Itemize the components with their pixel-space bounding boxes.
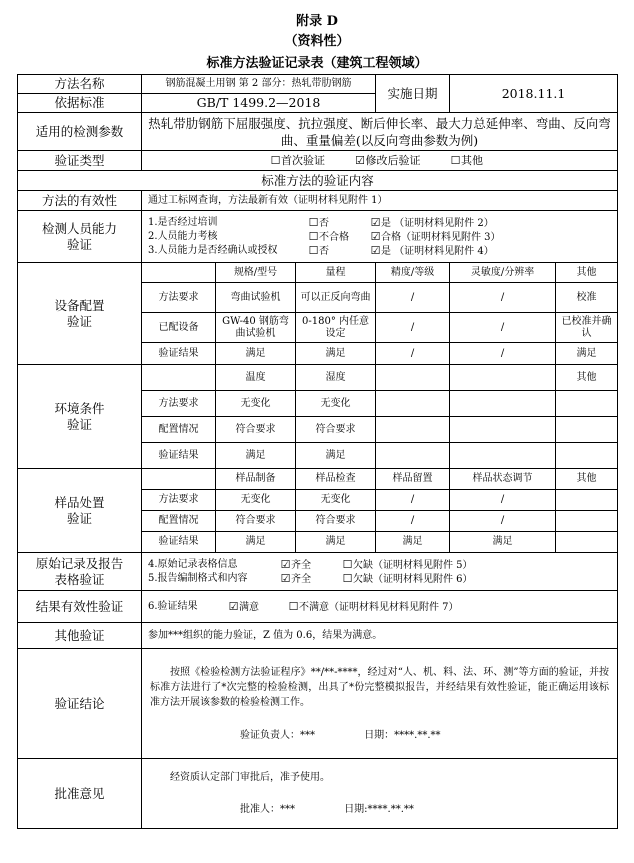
environment-header: 湿度 [296, 365, 376, 391]
content-section-title: 标准方法的验证内容 [18, 171, 618, 191]
approval-person: 批准人：*** [240, 803, 295, 815]
equipment-label: 设备配置 验证 [18, 263, 142, 365]
environment-cell: 符合要求 [296, 417, 376, 443]
personnel-option-yes[interactable]: ☑是 （证明材料见附件 4） [370, 243, 494, 257]
verify-type-options [142, 151, 618, 171]
checkbox-icon: ☐ [308, 229, 319, 243]
personnel-checks [142, 211, 618, 263]
checkbox-checked-icon: ☑ [370, 243, 381, 257]
environment-row-name: 配置情况 [142, 417, 216, 443]
sample-row-name: 配置情况 [142, 511, 216, 532]
equipment-cell: 满足 [556, 343, 618, 365]
environment-header [450, 365, 556, 391]
environment-header: 温度 [216, 365, 296, 391]
approval-signature [150, 804, 609, 816]
equipment-row-name: 方法要求 [142, 283, 216, 313]
personnel-row-1: 1.是否经过培训 ☐否 ☑是 （证明材料见附件 2） [148, 216, 614, 230]
result-option-satisfied[interactable]: ☑满意 [228, 599, 259, 613]
checkbox-icon: ☐ [308, 243, 319, 257]
checkbox-checked-icon: ☑ [280, 557, 291, 571]
sample-cell: 满足 [296, 532, 376, 553]
equipment-header: 其他 [556, 263, 618, 283]
personnel-row-2: 2.人员能力考核 ☐不合格 ☑合格（证明材料见附件 3） [148, 230, 614, 244]
conclusion-date: 日期：****.**.** [364, 730, 441, 741]
sample-cell [556, 490, 618, 511]
environment-cell: 无变化 [296, 391, 376, 417]
validity-value: 通过工标网查询，方法最新有效（证明材料见附件 1） [142, 191, 618, 211]
conclusion-label: 验证结论 [18, 649, 142, 759]
checkbox-checked-icon: ☑ [228, 599, 239, 613]
checkbox-checked-icon[interactable]: ☑ [355, 153, 365, 167]
approval-body [142, 759, 618, 829]
equipment-header: 灵敏度/分辨率 [450, 263, 556, 283]
equipment-cell: / [376, 313, 450, 343]
conclusion-text: 按照《检验检测方法验证程序》**/**-****，经过对“人、机、料、法、环、测”等方面的验证，并按标准方法进行了*次完整的检验检测，出具了*份完整模拟报告，并经结果有效性验证，能正确运用该标准方法开展该参数的检验检测工作。 [150, 667, 610, 708]
sample-cell: / [376, 490, 450, 511]
form-title: 标准方法验证记录表（建筑工程领域） [206, 56, 428, 71]
equipment-cell: 满足 [296, 343, 376, 365]
sample-label: 样品处置 验证 [18, 469, 142, 553]
environment-cell [376, 443, 450, 469]
sample-header: 样品检查 [296, 469, 376, 490]
environment-row-name: 验证结果 [142, 443, 216, 469]
sample-header: 其他 [556, 469, 618, 490]
result-validity-label: 结果有效性验证 [18, 591, 142, 623]
sample-header-blank [142, 469, 216, 490]
basis-value: GB/T 1499.2—2018 [142, 94, 376, 113]
personnel-option-pass[interactable]: ☑合格（证明材料见附件 3） [370, 229, 501, 243]
conclusion-person: 验证负责人：*** [240, 730, 315, 741]
verify-type-label: 验证类型 [18, 151, 142, 171]
sample-cell: / [376, 511, 450, 532]
records-option-complete[interactable]: ☑齐全 [280, 571, 311, 585]
sample-cell: 无变化 [216, 490, 296, 511]
equipment-header: 量程 [296, 263, 376, 283]
checkbox-checked-icon: ☑ [370, 229, 381, 243]
checkbox-icon[interactable]: ☐ [450, 153, 461, 167]
sample-cell: 符合要求 [296, 511, 376, 532]
approval-date: 日期:****.**.** [344, 803, 414, 815]
impl-date-label: 实施日期 [376, 75, 450, 113]
environment-header [376, 365, 450, 391]
sample-cell: / [450, 490, 556, 511]
equipment-cell: / [450, 313, 556, 343]
approval-text: 经资质认定部门审批后，准予使用。 [170, 771, 330, 783]
checkbox-checked-icon: ☑ [280, 571, 291, 585]
result-option-unsatisfied[interactable]: ☐不满意（证明材料见材料见附件 7） [288, 599, 459, 613]
sample-cell: 符合要求 [216, 511, 296, 532]
environment-label: 环境条件 验证 [18, 365, 142, 469]
environment-cell [376, 417, 450, 443]
equipment-cell: 弯曲试验机 [216, 283, 296, 313]
impl-date-value: 2018.11.1 [450, 75, 618, 113]
sample-cell [556, 511, 618, 532]
equipment-cell: GW-40 钢筋弯曲试验机 [216, 313, 296, 343]
environment-cell [450, 417, 556, 443]
sample-header: 样品状态调节 [450, 469, 556, 490]
environment-cell [556, 443, 618, 469]
appendix-label: 附录 D [296, 14, 338, 29]
result-validity-checks [142, 591, 618, 623]
sample-row-name: 验证结果 [142, 532, 216, 553]
environment-cell [556, 417, 618, 443]
environment-cell [450, 443, 556, 469]
personnel-row-3: 3.人员能力是否经确认或授权 ☐否 ☑是 （证明材料见附件 4） [148, 244, 614, 258]
equipment-row-name: 验证结果 [142, 343, 216, 365]
equipment-cell: / [376, 343, 450, 365]
personnel-option-fail[interactable]: ☐不合格 [308, 229, 349, 243]
records-option-complete[interactable]: ☑齐全 [280, 557, 311, 571]
checkbox-checked-icon: ☑ [370, 215, 381, 229]
equipment-header-blank [142, 263, 216, 283]
environment-cell: 满足 [296, 443, 376, 469]
sample-cell: 无变化 [296, 490, 376, 511]
records-checks [142, 553, 618, 591]
records-row-2: 5.报告编制格式和内容 ☑齐全 ☐欠缺（证明材料见附件 6） [148, 572, 614, 586]
sample-cell: / [450, 511, 556, 532]
equipment-cell: 已校准并确认 [556, 313, 618, 343]
personnel-option-no[interactable]: ☐否 [308, 215, 329, 229]
conclusion-body [142, 649, 618, 759]
checkbox-icon: ☐ [288, 599, 299, 613]
checkbox-icon: ☐ [342, 557, 353, 571]
equipment-row-name: 已配设备 [142, 313, 216, 343]
checkbox-icon: ☐ [308, 215, 319, 229]
other-verify-value: 参加***组织的能力验证，Z 值为 0.6，结果为满意。 [142, 623, 618, 649]
params-value: 热轧带肋钢筋下屈服强度、抗拉强度、断后伸长率、最大力总延伸率、弯曲、反向弯曲、重量偏差(以反向弯曲参数为例) [142, 113, 618, 151]
personnel-label: 检测人员能力 验证 [18, 211, 142, 263]
records-row-1: 4.原始记录表格信息 ☑齐全 ☐欠缺（证明材料见附件 5） [148, 558, 614, 572]
personnel-option-yes[interactable]: ☑是 （证明材料见附件 2） [370, 215, 494, 229]
equipment-cell: / [450, 283, 556, 313]
sample-cell: 满足 [376, 532, 450, 553]
records-option-missing[interactable]: ☐欠缺（证明材料见附件 6） [342, 571, 473, 585]
other-verify-label: 其他验证 [18, 623, 142, 649]
equipment-cell: / [376, 283, 450, 313]
checkbox-icon: ☐ [342, 571, 353, 585]
method-name-value: 钢筋混凝土用钢 第 2 部分：热轧带肋钢筋 [142, 75, 376, 94]
environment-cell: 满足 [216, 443, 296, 469]
records-option-missing[interactable]: ☐欠缺（证明材料见附件 5） [342, 557, 473, 571]
basis-label: 依据标准 [18, 94, 142, 113]
validity-label: 方法的有效性 [18, 191, 142, 211]
environment-cell [376, 391, 450, 417]
approval-label: 批准意见 [18, 759, 142, 829]
appendix-note: （资料性） [284, 34, 350, 49]
environment-cell [556, 391, 618, 417]
sample-cell [556, 532, 618, 553]
params-label: 适用的检测参数 [18, 113, 142, 151]
sample-row-name: 方法要求 [142, 490, 216, 511]
records-label: 原始记录及报告 表格验证 [18, 553, 142, 591]
checkbox-icon[interactable]: ☐ [270, 153, 281, 167]
equipment-header: 精度/等级 [376, 263, 450, 283]
method-name-label: 方法名称 [18, 75, 142, 94]
sample-cell: 满足 [216, 532, 296, 553]
verify-type-option-other[interactable]: ☐其他 [450, 153, 483, 167]
conclusion-signature [150, 730, 609, 742]
verification-table [17, 74, 618, 829]
equipment-cell: 0-180° 内任意设定 [296, 313, 376, 343]
personnel-option-no[interactable]: ☐否 [308, 243, 329, 257]
verify-type-option-first[interactable]: ☐首次验证 [270, 153, 325, 167]
environment-cell: 符合要求 [216, 417, 296, 443]
sample-header: 样品制备 [216, 469, 296, 490]
equipment-cell: 满足 [216, 343, 296, 365]
environment-header-blank [142, 365, 216, 391]
environment-row-name: 方法要求 [142, 391, 216, 417]
environment-header: 其他 [556, 365, 618, 391]
verify-type-option-modified[interactable]: ☑修改后验证 [355, 153, 421, 167]
equipment-cell: 校准 [556, 283, 618, 313]
sample-header: 样品留置 [376, 469, 450, 490]
sample-cell: 满足 [450, 532, 556, 553]
equipment-cell: 可以正反向弯曲 [296, 283, 376, 313]
result-validity-row: 6.验证结果 ☑满意 ☐不满意（证明材料见材料见附件 7） [148, 600, 614, 614]
environment-cell: 无变化 [216, 391, 296, 417]
environment-cell [450, 391, 556, 417]
equipment-header: 规格/型号 [216, 263, 296, 283]
equipment-cell: / [450, 343, 556, 365]
